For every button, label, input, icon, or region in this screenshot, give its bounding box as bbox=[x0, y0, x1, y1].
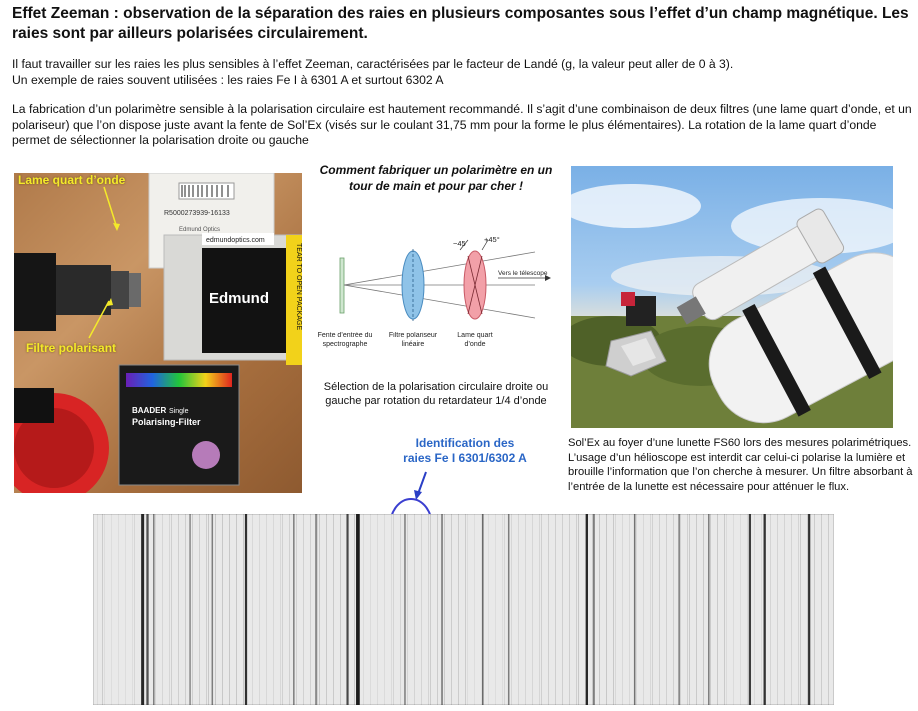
spectrum-line bbox=[764, 514, 766, 705]
spectrum-faint-line bbox=[222, 514, 223, 705]
spectrum-faint-line bbox=[495, 514, 496, 705]
spectrum-line bbox=[146, 514, 148, 705]
diagram-title: Comment fabriquer un polarimètre en un tour de main et pour par cher ! bbox=[319, 163, 553, 193]
spectrum-faint-line bbox=[666, 514, 667, 705]
spectrum-faint-line bbox=[650, 514, 651, 705]
spectrum-faint-line bbox=[102, 514, 103, 705]
spectrum-faint-line bbox=[555, 514, 556, 705]
spectrum-faint-line bbox=[733, 514, 734, 705]
spectrum-faint-line bbox=[687, 514, 688, 705]
spectrum-faint-line bbox=[134, 514, 135, 705]
spectrum-line bbox=[189, 514, 191, 705]
spectrum-faint-line bbox=[280, 514, 281, 705]
spectrum-faint-line bbox=[615, 514, 616, 705]
spectrum-faint-line bbox=[132, 514, 133, 705]
telescope-caption: Sol’Ex au foyer d’une lunette FS60 lors des mesures polarimétriques. L’usage d’un hélioscope est interdit car celui-ci polarise la lumière et brouille l’information que l’on cherche à mesurer. Un filtre absorbant à l’entrée de la lunette est nécessaire pour atténuer le flux. bbox=[568, 437, 913, 493]
package-site: edmundoptics.com bbox=[206, 237, 265, 244]
telescope-illustration bbox=[571, 166, 893, 428]
spectrum-faint-line bbox=[724, 514, 725, 705]
spectrum-line bbox=[245, 514, 247, 705]
spectrum-faint-line bbox=[451, 514, 452, 705]
spectrum-faint-line bbox=[629, 514, 630, 705]
spectrum-faint-line bbox=[761, 514, 762, 705]
spectrum-faint-line bbox=[273, 514, 274, 705]
spectrum-faint-line bbox=[199, 514, 200, 705]
spectrum-faint-line bbox=[592, 514, 593, 705]
package-tear: TEAR TO OPEN PACKAGE bbox=[295, 243, 302, 331]
spectrum-faint-line bbox=[784, 514, 785, 705]
spectrum-faint-line bbox=[652, 514, 653, 705]
slit-shape bbox=[340, 258, 344, 313]
angle-minus-label: −45 bbox=[453, 239, 466, 248]
spectrum-faint-line bbox=[310, 514, 311, 705]
spectrum-faint-line bbox=[317, 514, 318, 705]
spectrum-faint-line bbox=[354, 514, 355, 705]
spectrum-faint-line bbox=[400, 514, 401, 705]
spectrum-faint-line bbox=[502, 514, 503, 705]
spectrum-faint-line bbox=[208, 514, 209, 705]
spectrum-faint-line bbox=[726, 514, 727, 705]
spectrum-faint-line bbox=[747, 514, 748, 705]
spectrum-faint-line bbox=[828, 514, 829, 705]
spectrum-faint-line bbox=[673, 514, 674, 705]
spectrum-line bbox=[678, 514, 680, 705]
plate-label: Lame quart d’onde bbox=[457, 332, 493, 348]
spectrum-faint-line bbox=[407, 514, 408, 705]
diagram-caption: Sélection de la polarisation circulaire droite ou gauche par rotation du retardateur 1/4 d’onde bbox=[323, 381, 549, 407]
quarter-wave-label: Lame quart d’onde bbox=[18, 173, 126, 187]
intro-line-2: Un exemple de raies souvent utilisées : les raies Fe I à 6301 A et surtout 6302 A bbox=[12, 72, 444, 87]
spectrum-faint-line bbox=[740, 514, 741, 705]
spectrum-faint-line bbox=[814, 514, 815, 705]
spectrum-faint-line bbox=[467, 514, 468, 705]
solex-telescope-photo bbox=[571, 166, 893, 428]
package-maker: Edmund Optics bbox=[179, 227, 221, 233]
spectrum-faint-line bbox=[696, 514, 697, 705]
spectrum-line bbox=[508, 514, 510, 705]
slit-label: Fente d’entrée du spectrographe bbox=[317, 332, 373, 348]
spectrum-faint-line bbox=[118, 514, 119, 705]
intro-line-1: Il faut travailler sur les raies les plus sensibles à l’effet Zeeman, caractérisées par le facteur de Landé (g, la valeur peut aller de 0 à 3). bbox=[12, 57, 734, 71]
spectrum-faint-line bbox=[541, 514, 542, 705]
annotation-arrow bbox=[418, 472, 426, 494]
polarimeter-paragraph: La fabrication d’un polarimètre sensible à la polarisation circulaire est hautement recommandé. Il s’agit d’une combinaison de deux filtres (une lame quart d’onde, et un polariseur) que l’on dispose juste avant la fente de Sol’Ex (visés sur le coulant 31,75 mm pour la forme le plus élémentaires). La rotation de la lame quart d’onde permet de sélectionner la polarisation droite ou gauche bbox=[12, 102, 912, 147]
spectrum-line bbox=[708, 514, 710, 705]
spectrum-faint-line bbox=[578, 514, 579, 705]
spectrum-line bbox=[749, 514, 751, 705]
spectrum-faint-line bbox=[243, 514, 244, 705]
spectrum-faint-line bbox=[562, 514, 563, 705]
annotation-line-1: Identification des bbox=[415, 436, 515, 450]
spectrum-faint-line bbox=[504, 514, 505, 705]
package-brand: Edmund bbox=[209, 290, 269, 307]
spectrum-faint-line bbox=[296, 514, 297, 705]
spectrum-faint-line bbox=[289, 514, 290, 705]
spectrum-faint-line bbox=[770, 514, 771, 705]
baader-single: Single bbox=[169, 408, 189, 415]
spectrum-faint-line bbox=[319, 514, 320, 705]
spectrum-faint-line bbox=[414, 514, 415, 705]
spectrum-faint-line bbox=[192, 514, 193, 705]
solar-spectrum-image bbox=[93, 514, 834, 705]
spectrum-faint-line bbox=[659, 514, 660, 705]
spectrum-faint-line bbox=[643, 514, 644, 705]
spectrum-faint-line bbox=[525, 514, 526, 705]
spectrum-faint-line bbox=[229, 514, 230, 705]
spectrum-faint-line bbox=[821, 514, 822, 705]
spectrum-faint-line bbox=[206, 514, 207, 705]
spectrum-faint-line bbox=[458, 514, 459, 705]
spectrum-faint-line bbox=[303, 514, 304, 705]
annotation-line-2: raies Fe I 6301/6302 A bbox=[403, 451, 527, 465]
spectrum-line bbox=[593, 514, 595, 705]
spectrum-faint-line bbox=[465, 514, 466, 705]
spectrum-faint-line bbox=[185, 514, 186, 705]
spectrum-line bbox=[212, 514, 214, 705]
polarizing-filter-label: Filtre polarisant bbox=[26, 341, 117, 355]
spectrum-line bbox=[356, 514, 360, 705]
spectrum-faint-line bbox=[569, 514, 570, 705]
spectrum-faint-line bbox=[717, 514, 718, 705]
spectrum-faint-line bbox=[754, 514, 755, 705]
spectrum-faint-line bbox=[259, 514, 260, 705]
spectrum-faint-line bbox=[798, 514, 799, 705]
spectrum-faint-line bbox=[606, 514, 607, 705]
spectrum-faint-line bbox=[689, 514, 690, 705]
spectrum-faint-line bbox=[622, 514, 623, 705]
angle-plus-label: +45° bbox=[484, 235, 500, 244]
spectrum-faint-line bbox=[800, 514, 801, 705]
intro-paragraph bbox=[12, 57, 912, 88]
spectrum-faint-line bbox=[636, 514, 637, 705]
fe-lines-annotation bbox=[395, 436, 535, 466]
spectrum-faint-line bbox=[703, 514, 704, 705]
spectrum-faint-line bbox=[488, 514, 489, 705]
spectrum-faint-line bbox=[430, 514, 431, 705]
spectrum-line bbox=[482, 514, 484, 705]
spectrum-faint-line bbox=[363, 514, 364, 705]
polarimeter-diagram bbox=[310, 160, 560, 410]
spectrum-faint-line bbox=[791, 514, 792, 705]
spectrum-faint-line bbox=[518, 514, 519, 705]
spectrum-background bbox=[93, 514, 834, 705]
baader-brand: BAADER bbox=[132, 406, 167, 415]
spectrum-faint-line bbox=[511, 514, 512, 705]
photo-illustration bbox=[14, 173, 302, 493]
spectrum-faint-line bbox=[421, 514, 422, 705]
spectrum-faint-line bbox=[155, 514, 156, 705]
spectrum-faint-line bbox=[162, 514, 163, 705]
spectrum-line bbox=[586, 514, 588, 705]
spectrum-faint-line bbox=[807, 514, 808, 705]
spectrum-faint-line bbox=[125, 514, 126, 705]
spectrum-faint-line bbox=[777, 514, 778, 705]
spectrum-faint-line bbox=[236, 514, 237, 705]
spectrum-faint-line bbox=[474, 514, 475, 705]
spectrum-faint-line bbox=[111, 514, 112, 705]
spectrum-faint-line bbox=[576, 514, 577, 705]
spectrum-faint-line bbox=[548, 514, 549, 705]
spectrum-faint-line bbox=[481, 514, 482, 705]
spectrum-faint-line bbox=[393, 514, 394, 705]
spectrum-faint-line bbox=[599, 514, 600, 705]
spectrum-faint-line bbox=[532, 514, 533, 705]
spectrum-line bbox=[346, 514, 348, 705]
page-title: Effet Zeeman : observation de la séparation des raies en plusieurs composantes sous l’effet d’un champ magnétique. Les raies sont par ailleurs polarisées circulairement. bbox=[12, 5, 909, 42]
spectrum-line bbox=[141, 514, 144, 705]
spectrum-faint-line bbox=[252, 514, 253, 705]
spectrum-faint-line bbox=[437, 514, 438, 705]
spectrum-line bbox=[315, 514, 317, 705]
spectrum-line bbox=[153, 514, 155, 705]
spectrum-faint-line bbox=[384, 514, 385, 705]
spectrum-faint-line bbox=[282, 514, 283, 705]
spectrum-faint-line bbox=[391, 514, 392, 705]
spectrum-faint-line bbox=[169, 514, 170, 705]
baader-product: Polarising-Filter bbox=[132, 417, 201, 427]
spectrum-faint-line bbox=[104, 514, 105, 705]
spectrum-faint-line bbox=[171, 514, 172, 705]
package-code: R5000273939-16133 bbox=[164, 210, 230, 217]
spectrum-line bbox=[634, 514, 636, 705]
spectrum-faint-line bbox=[539, 514, 540, 705]
spectrum-faint-line bbox=[340, 514, 341, 705]
spectrum-faint-line bbox=[370, 514, 371, 705]
spectrum-faint-line bbox=[178, 514, 179, 705]
spectrum-faint-line bbox=[326, 514, 327, 705]
polarizer-filters-photo bbox=[14, 173, 302, 493]
telescope-label: Vers le télescope bbox=[498, 270, 548, 277]
spectrum-faint-line bbox=[215, 514, 216, 705]
spectrum-faint-line bbox=[680, 514, 681, 705]
spectrum-line bbox=[404, 514, 406, 705]
spectrum-line bbox=[293, 514, 295, 705]
spectrum-line bbox=[808, 514, 810, 705]
spectrum-faint-line bbox=[613, 514, 614, 705]
spectrum-faint-line bbox=[428, 514, 429, 705]
spectrum-faint-line bbox=[377, 514, 378, 705]
polarizer-label: Filtre polariseur linéaire bbox=[388, 332, 438, 348]
spectrum-faint-line bbox=[444, 514, 445, 705]
spectrum-faint-line bbox=[97, 514, 98, 705]
spectrum-faint-line bbox=[266, 514, 267, 705]
spectrum-faint-line bbox=[333, 514, 334, 705]
spectrum-line bbox=[441, 514, 443, 705]
spectrum-faint-line bbox=[710, 514, 711, 705]
